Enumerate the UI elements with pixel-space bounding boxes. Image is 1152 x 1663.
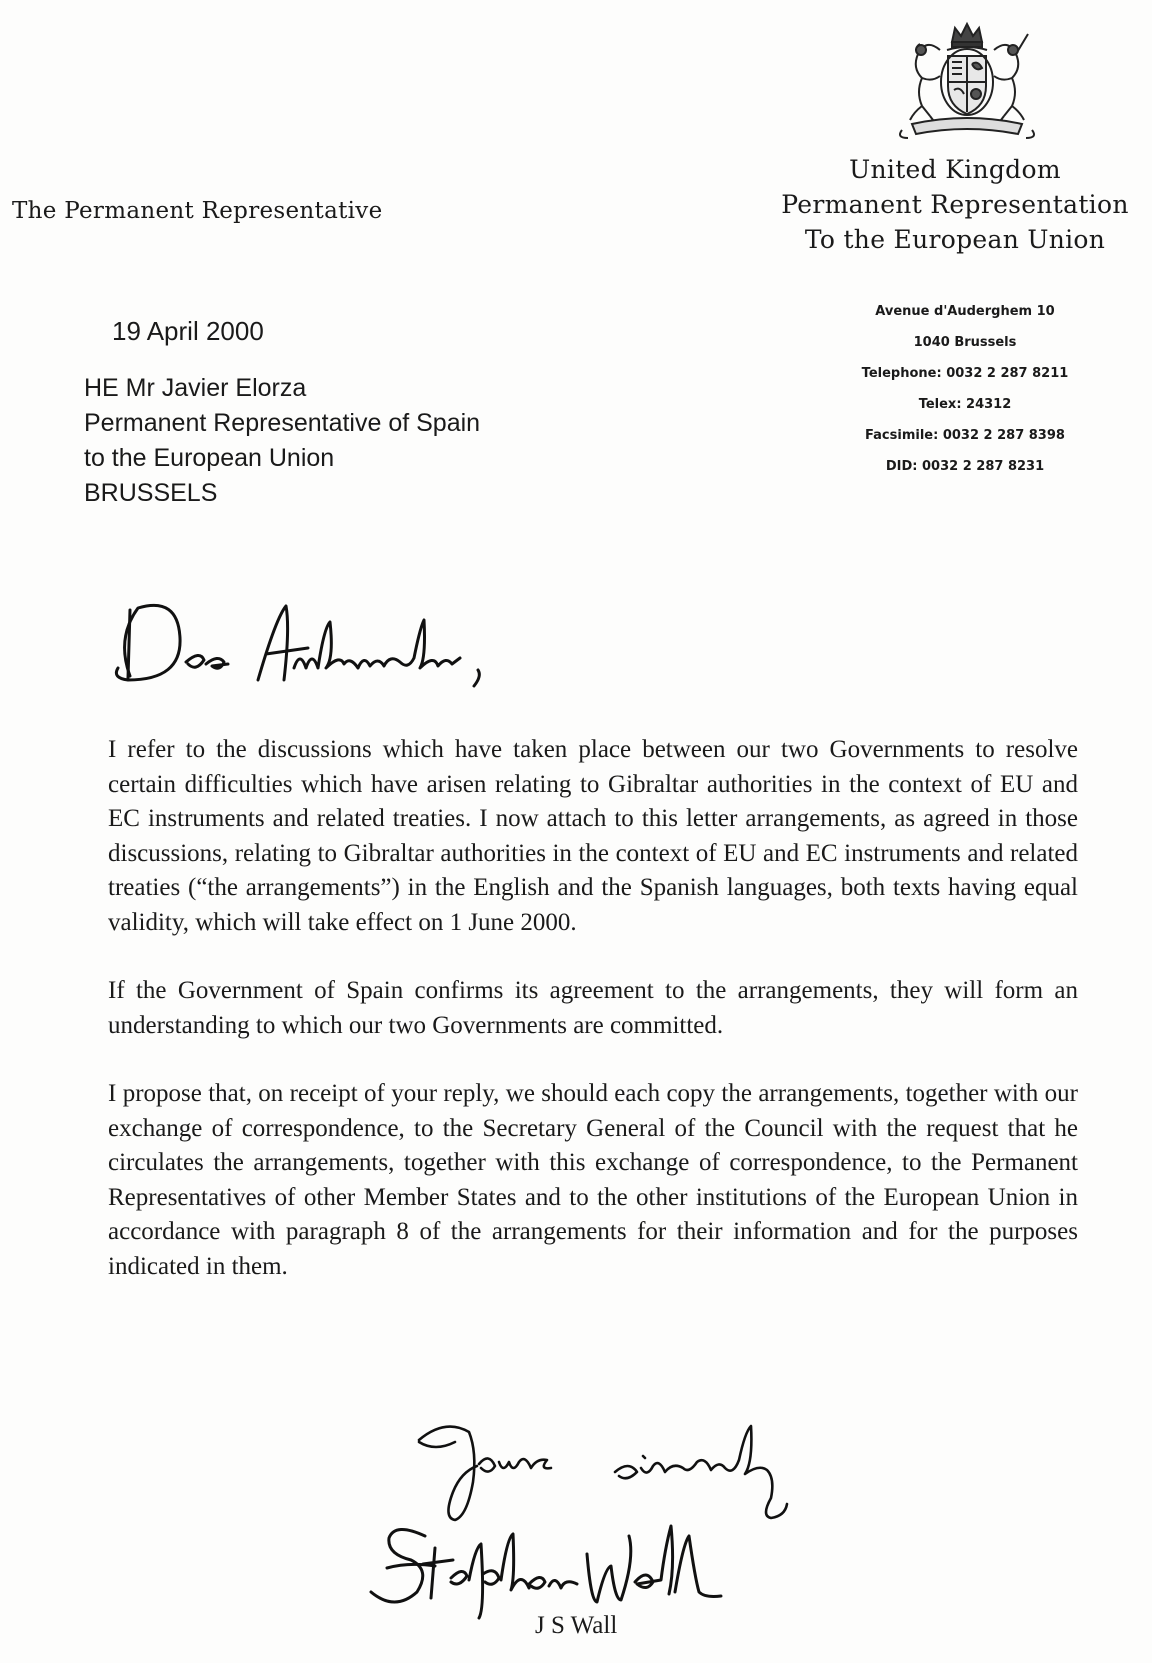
letter-body: [108, 733, 1078, 1318]
body-paragraph-3: I propose that, on receipt of your reply, we should each copy the arrangements, together with our exchange of correspondence, to the Secretary General of the Council with the request that he circulates the arrangements, together with this exchange of correspondence, to the Permanent Representatives of other Member States and to the other institutions of the European Union in accordance with paragraph 8 of the arrangements for their information and for the purposes indicated in them.: [108, 1080, 1078, 1280]
handwritten-salutation: [108, 598, 538, 708]
handwritten-signature: [365, 1508, 745, 1628]
recipient-address: [84, 371, 480, 511]
recipient-body: to the European Union: [84, 444, 335, 472]
contact-block: [820, 296, 1110, 482]
address-street: Avenue d'Auderghem 10: [875, 304, 1055, 319]
organization-header: [770, 152, 1140, 257]
royal-coat-of-arms-icon: [892, 20, 1042, 140]
sender-title: The Permanent Representative: [12, 198, 383, 224]
body-paragraph-2: If the Government of Spain confirms its agreement to the arrangements, they will form an understanding to which our two Governments are committed.: [108, 977, 1078, 1039]
telex: Telex: 24312: [918, 397, 1012, 412]
letter-date: 19 April 2000: [112, 316, 264, 346]
facsimile: Facsimile: 0032 2 287 8398: [865, 428, 1065, 443]
telephone: Telephone: 0032 2 287 8211: [861, 366, 1069, 381]
signatory-name: J S Wall: [535, 1612, 618, 1639]
recipient-title: Permanent Representative of Spain: [84, 409, 481, 437]
org-country: United Kingdom: [849, 155, 1061, 184]
org-name: Permanent Representation: [781, 190, 1129, 219]
direct-dial: DID: 0032 2 287 8231: [885, 459, 1045, 474]
org-scope: To the European Union: [804, 225, 1106, 254]
recipient-city: BRUSSELS: [84, 479, 218, 507]
recipient-name: HE Mr Javier Elorza: [84, 374, 307, 402]
body-paragraph-1: I refer to the discussions which have taken place between our two Governments to resolve certain difficulties which have arisen relating to Gibraltar authorities in the context of EU and EC instruments and related treaties. I now attach to this letter arrangements, as agreed in those discussions, relating to Gibraltar authorities in the context of EU and EC instruments and related treaties (“the arrangements”) in the English and the Spanish languages, both texts having equal validity, which will take effect on 1 June 2000.: [108, 736, 1078, 936]
address-city: 1040 Brussels: [913, 335, 1017, 350]
